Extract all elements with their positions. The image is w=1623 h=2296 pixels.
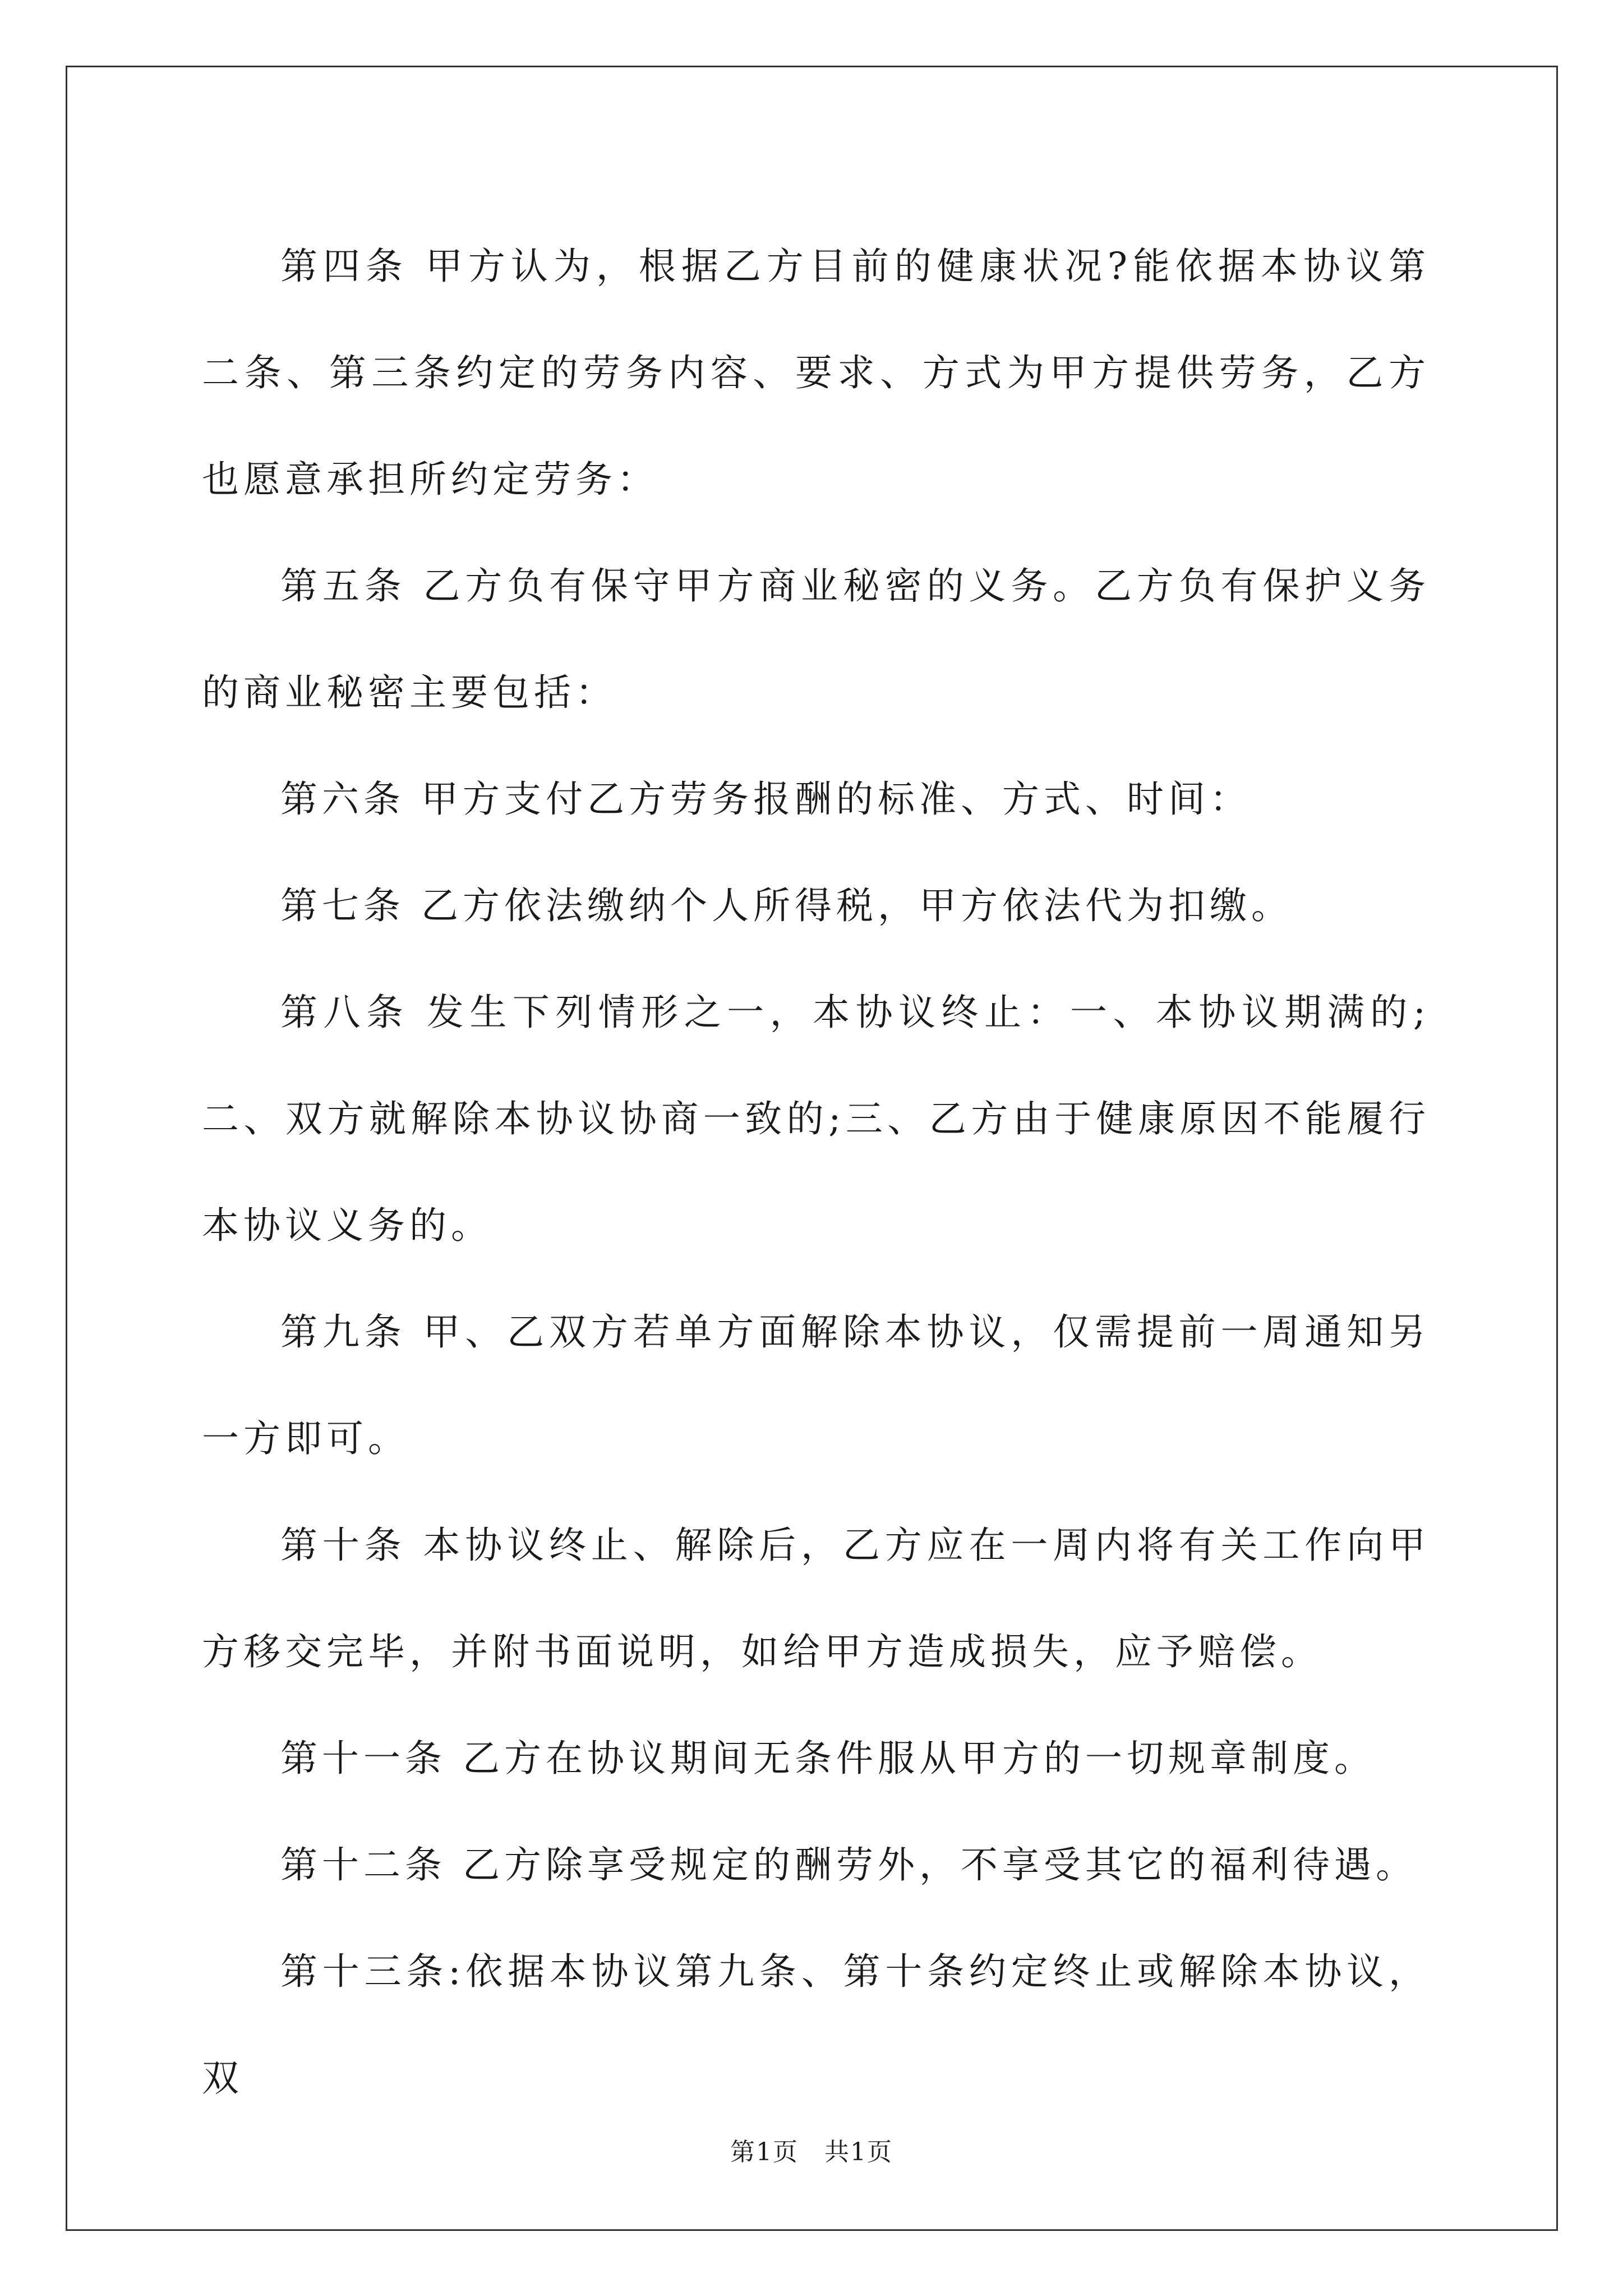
paragraph-article-4: 第四条 甲方认为，根据乙方目前的健康状况?能依据本协议第二条、第三条约定的劳务内容、要求、方式为甲方提供劳务，乙方也愿意承担所约定劳务： <box>202 245 1430 501</box>
paragraph-article-9: 第九条 甲、乙双方若单方面解除本协议，仅需提前一周通知另一方即可。 <box>202 1310 1430 1460</box>
document-body <box>202 213 1430 2132</box>
paragraph-article-13: 第十三条:依据本协议第九条、第十条约定终止或解除本协议，双 <box>202 1950 1430 2100</box>
paragraph-article-6: 第六条 甲方支付乙方劳务报酬的标准、方式、时间： <box>280 777 1251 821</box>
paragraph-article-5: 第五条 乙方负有保守甲方商业秘密的义务。乙方负有保护义务的商业秘密主要包括： <box>202 564 1430 714</box>
paragraph-article-8: 第八条 发生下列情形之一，本协议终止：一、本协议期满的;二、双方就解除本协议协商一致的;三、乙方由于健康原因不能履行本协议义务的。 <box>202 991 1430 1247</box>
paragraph-article-11: 第十一条 乙方在协议期间无条件服从甲方的一切规章制度。 <box>280 1737 1376 1780</box>
paragraph-article-12: 第十二条 乙方除享受规定的酬劳外，不享受其它的福利待遇。 <box>280 1843 1417 1887</box>
paragraph-article-7: 第七条 乙方依法缴纳个人所得税，甲方依法代为扣缴。 <box>280 884 1293 927</box>
paragraph-article-10: 第十条 本协议终止、解除后，乙方应在一周内将有关工作向甲方移交完毕，并附书面说明，如给甲方造成损失，应予赔偿。 <box>202 1524 1430 1673</box>
page-footer: 第1页 共1页 <box>730 2138 893 2166</box>
